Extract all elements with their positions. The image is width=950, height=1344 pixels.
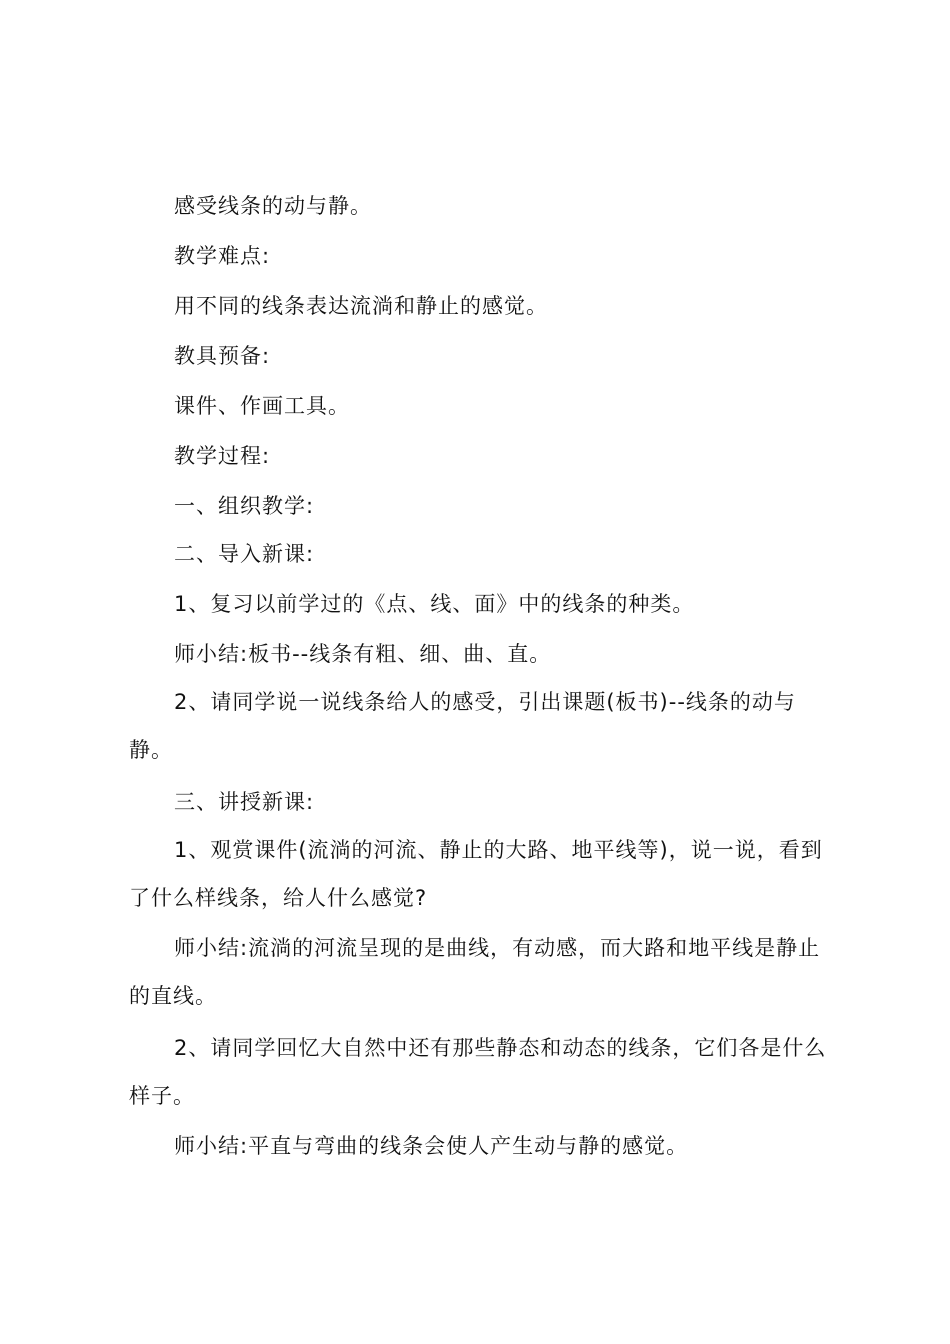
summary-paragraph: 师小结:平直与弯曲的线条会使人产生动与静的感觉。 [174,1134,689,1158]
paragraph: 课件、作画工具。 [174,394,350,418]
section-heading: 二、导入新课: [174,542,315,566]
section-heading: 三、讲授新课: [174,790,315,814]
summary-paragraph: 师小结:流淌的河流呈现的是曲线，有动感，而大路和地平线是静止的直线。 [129,936,821,1008]
section-heading: 教学难点: [174,244,271,268]
paragraph: 用不同的线条表达流淌和静止的感觉。 [174,294,548,318]
section-heading: 教学过程: [174,444,271,468]
list-item: 2、请同学回忆大自然中还有那些静态和动态的线条，它们各是什么样子。 [129,1036,827,1108]
section-heading: 教具预备: [174,344,271,368]
summary-paragraph: 师小结:板书--线条有粗、细、曲、直。 [174,642,552,666]
list-item: 1、观赏课件(流淌的河流、静止的大路、地平线等)，说一说，看到了什么样线条，给人什么感觉? [129,838,823,910]
paragraph: 感受线条的动与静。 [174,194,372,218]
section-heading: 一、组织教学: [174,494,315,518]
list-item: 1、复习以前学过的《点、线、面》中的线条的种类。 [174,592,695,616]
list-item: 2、请同学说一说线条给人的感受，引出课题(板书)--线条的动与静。 [129,690,796,762]
